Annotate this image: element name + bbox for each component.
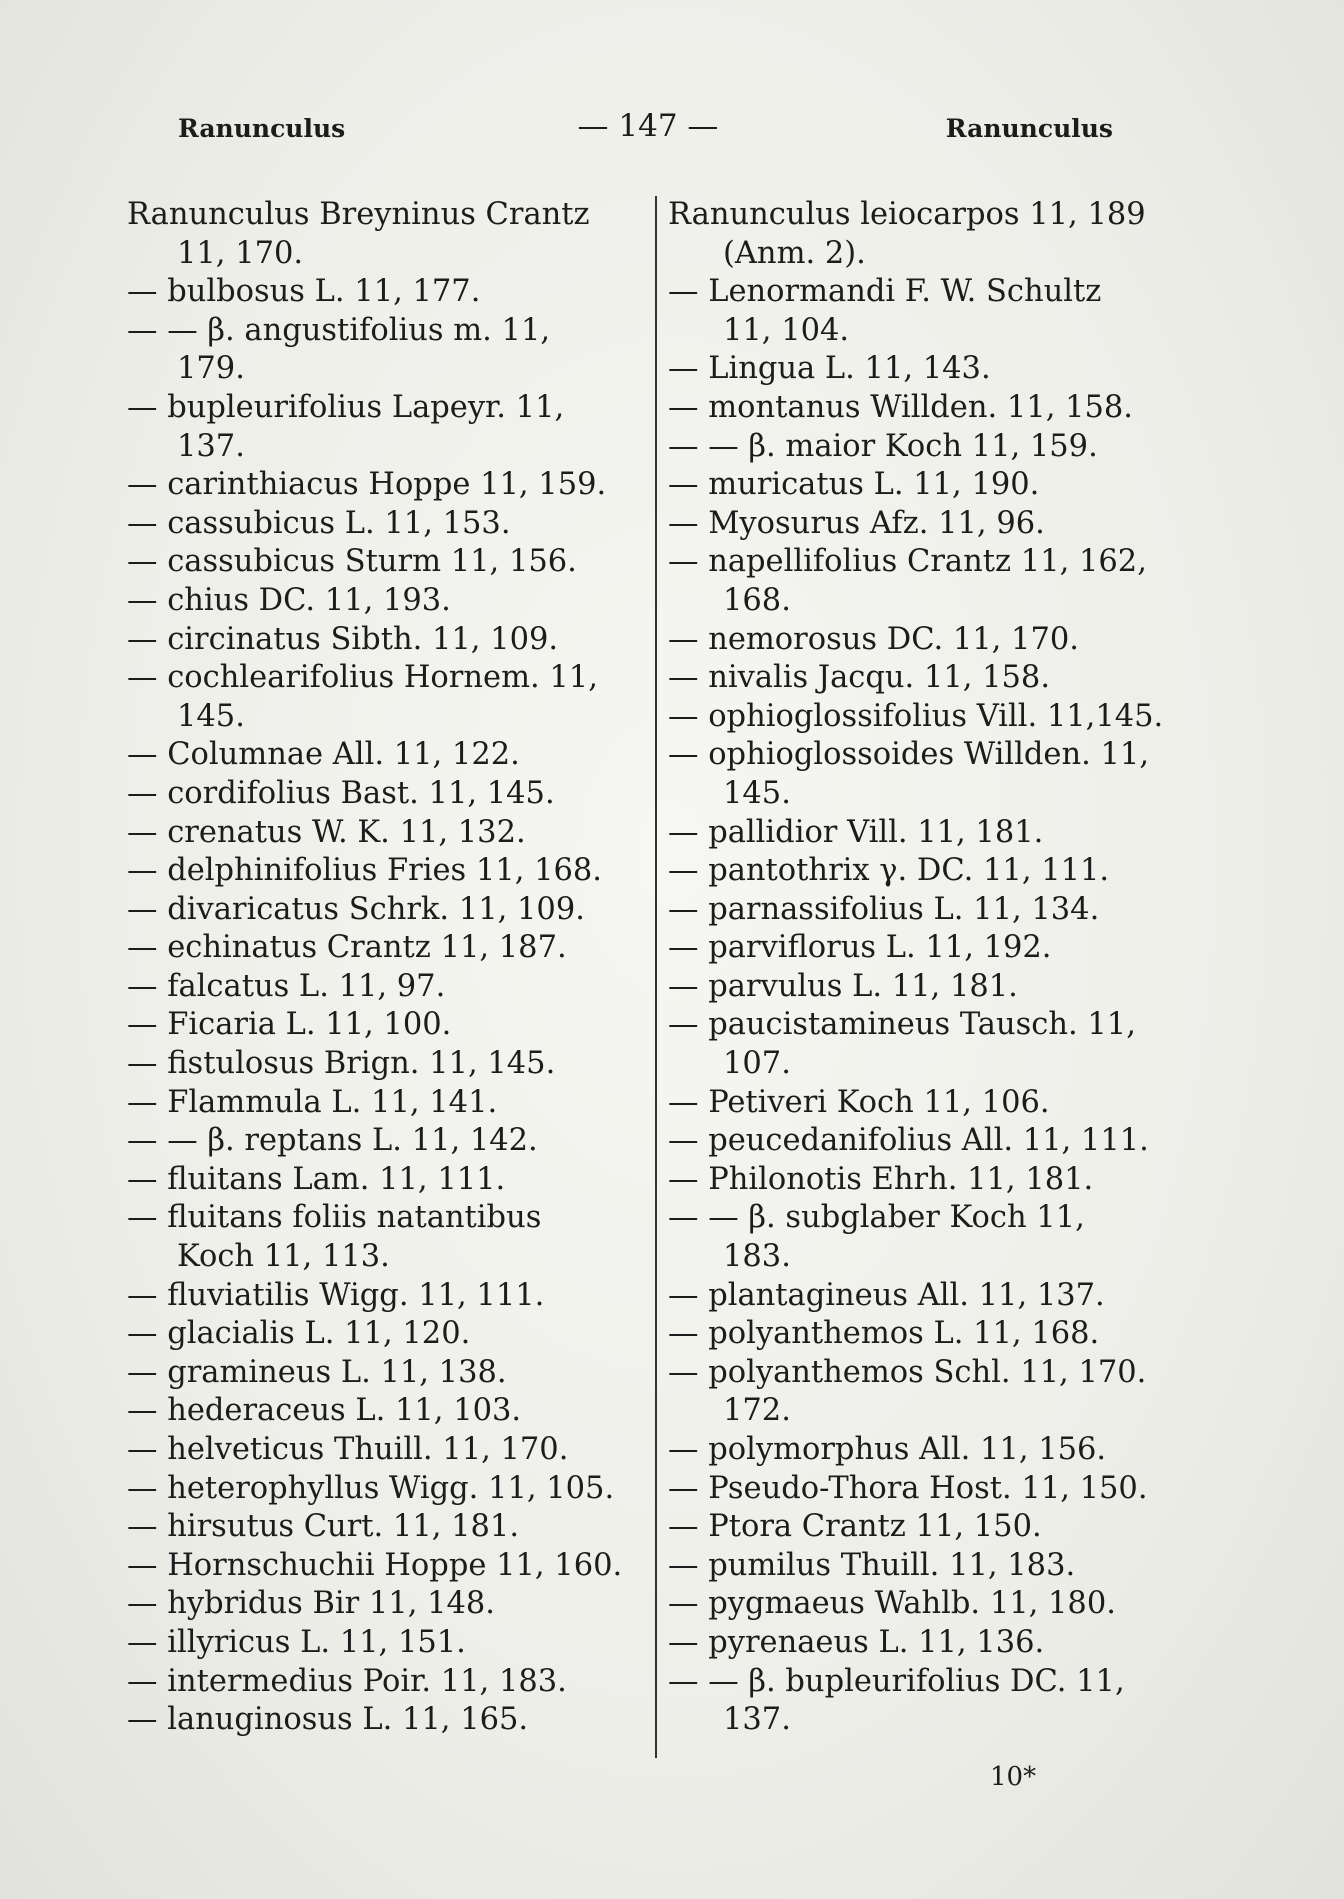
entry-line: — pygmaeus Wahlb. 11, 180. — [668, 1586, 1116, 1622]
index-entry — [127, 1470, 637, 1509]
entry-line: — cochlearifolius Hornem. 11, — [127, 660, 598, 696]
index-entry — [127, 775, 637, 814]
entry-line: — pumilus Thuill. 11, 183. — [668, 1547, 1076, 1583]
entry-line: — hirsutus Curt. 11, 181. — [127, 1509, 520, 1545]
entry-line: — — β. maior Koch 11, 159. — [668, 428, 1098, 464]
index-entry — [668, 1508, 1188, 1547]
index-entry — [127, 1045, 637, 1084]
entry-line: — Lenormandi F. W. Schultz — [668, 274, 1102, 310]
entry-line: — ophioglossifolius Vill. 11,145. — [668, 698, 1164, 734]
entry-line: — heterophyllus Wigg. 11, 105. — [127, 1470, 615, 1506]
index-entry — [668, 659, 1188, 698]
entry-line: — Philonotis Ehrh. 11, 181. — [668, 1161, 1094, 1197]
index-entry — [127, 389, 637, 466]
header-right-title: Ranunculus — [945, 114, 1113, 143]
index-entry — [668, 1663, 1188, 1740]
header-left-title: Ranunculus — [178, 114, 346, 143]
entry-line: — illyricus L. 11, 151. — [127, 1624, 466, 1660]
index-entry — [127, 1431, 637, 1470]
index-entry — [127, 543, 637, 582]
entry-line: — bupleurifolius Lapeyr. 11, — [127, 389, 565, 425]
entry-continuation: 145. — [723, 775, 791, 811]
index-entry — [127, 1199, 637, 1276]
index-entry — [127, 736, 637, 775]
index-entry — [127, 1663, 637, 1702]
index-entry — [127, 968, 637, 1007]
index-entry — [668, 621, 1188, 660]
entry-line: — polyanthemos Schl. 11, 170. — [668, 1354, 1147, 1390]
index-entry — [127, 1006, 637, 1045]
index-entry — [127, 1161, 637, 1200]
entry-line: — echinatus Crantz 11, 187. — [127, 930, 567, 966]
index-entry — [668, 1624, 1188, 1663]
entry-continuation: 11, 104. — [723, 312, 850, 348]
index-entry — [668, 891, 1188, 930]
entry-continuation: 172. — [723, 1393, 791, 1429]
entry-line: — circinatus Sibth. 11, 109. — [127, 621, 559, 657]
index-entry — [668, 736, 1188, 813]
index-entry — [668, 1161, 1188, 1200]
entry-line: — bulbosus L. 11, 177. — [127, 274, 481, 310]
index-entry — [127, 312, 637, 389]
entry-line: — — β. angustifolius m. 11, — [127, 312, 551, 348]
entry-line: — polyanthemos L. 11, 168. — [668, 1316, 1100, 1352]
entry-line: — fistulosus Brign. 11, 145. — [127, 1046, 556, 1082]
index-entry — [127, 852, 637, 891]
entry-line: — intermedius Poir. 11, 183. — [127, 1663, 567, 1699]
entry-line: — Lingua L. 11, 143. — [668, 351, 991, 387]
index-entry — [668, 1199, 1188, 1276]
entry-line: — muricatus L. 11, 190. — [668, 467, 1040, 503]
index-entry — [127, 466, 637, 505]
index-entry — [127, 273, 637, 312]
index-entry — [127, 1122, 637, 1161]
index-entry — [668, 814, 1188, 853]
index-entry — [668, 1547, 1188, 1586]
index-entry — [127, 1354, 637, 1393]
page-number: — 147 — — [577, 108, 719, 144]
entry-line: — fluitans Lam. 11, 111. — [127, 1161, 506, 1197]
entry-line: — parviflorus L. 11, 192. — [668, 930, 1052, 966]
entry-line: — pallidior Vill. 11, 181. — [668, 814, 1044, 850]
entry-line: — cassubicus L. 11, 153. — [127, 505, 511, 541]
entry-line: — hybridus Bir 11, 148. — [127, 1586, 495, 1622]
entry-line: — nivalis Jacqu. 11, 158. — [668, 660, 1051, 696]
entry-line: — ophioglossoides Willden. 11, — [668, 737, 1150, 773]
entry-line: — Pseudo-Thora Host. 11, 150. — [668, 1470, 1148, 1506]
index-entry — [127, 1508, 637, 1547]
entry-line: — hederaceus L. 11, 103. — [127, 1393, 522, 1429]
index-entry — [127, 1392, 637, 1431]
index-entry — [127, 1585, 637, 1624]
entry-line: — Hornschuchii Hoppe 11, 160. — [127, 1547, 623, 1583]
entry-line: — cordifolius Bast. 11, 145. — [127, 775, 555, 811]
entry-line: — glacialis L. 11, 120. — [127, 1316, 471, 1352]
index-entry — [668, 1470, 1188, 1509]
entry-continuation: 11, 170. — [177, 235, 304, 271]
index-entry — [668, 968, 1188, 1007]
index-entry — [668, 929, 1188, 968]
index-entry — [127, 1277, 637, 1316]
entry-line: — peucedanifolius All. 11, 111. — [668, 1123, 1149, 1159]
index-entry — [127, 814, 637, 853]
entry-continuation: 168. — [723, 582, 791, 618]
index-entry — [668, 1122, 1188, 1161]
index-entry — [668, 466, 1188, 505]
entry-continuation: 137. — [723, 1702, 791, 1738]
entry-line: — Myosurus Afz. 11, 96. — [668, 505, 1045, 541]
entry-line: — falcatus L. 11, 97. — [127, 968, 446, 1004]
entry-line: — napellifolius Crantz 11, 162, — [668, 544, 1147, 580]
entry-line: — — β. subglaber Koch 11, — [668, 1200, 1085, 1236]
entry-line: — plantagineus All. 11, 137. — [668, 1277, 1105, 1313]
entry-line: — cassubicus Sturm 11, 156. — [127, 544, 577, 580]
entry-line: — crenatus W. K. 11, 132. — [127, 814, 526, 850]
index-entry — [668, 273, 1188, 350]
index-entry — [127, 1701, 637, 1740]
index-entry — [668, 852, 1188, 891]
index-entry — [668, 1431, 1188, 1470]
index-entry — [668, 1315, 1188, 1354]
index-entry — [668, 1277, 1188, 1316]
entry-line: — parnassifolius L. 11, 134. — [668, 891, 1100, 927]
entry-continuation: 183. — [723, 1239, 791, 1275]
index-entry — [127, 621, 637, 660]
entry-line: — montanus Willden. 11, 158. — [668, 389, 1133, 425]
entry-line: — Flammula L. 11, 141. — [127, 1084, 498, 1120]
index-entry — [127, 1084, 637, 1123]
entry-continuation: 145. — [177, 698, 245, 734]
entry-line: — Petiveri Koch 11, 106. — [668, 1084, 1050, 1120]
entry-line: — — β. reptans L. 11, 142. — [127, 1123, 538, 1159]
index-entry — [668, 196, 1188, 273]
entry-line: — Ptora Crantz 11, 150. — [668, 1509, 1042, 1545]
entry-line: — pantothrix γ. DC. 11, 111. — [668, 853, 1110, 889]
index-entry — [668, 1585, 1188, 1624]
entry-line: — paucistamineus Tausch. 11, — [668, 1007, 1136, 1043]
entry-continuation: 107. — [723, 1046, 791, 1082]
index-entry — [668, 1006, 1188, 1083]
signature-mark: 10* — [990, 1762, 1037, 1792]
entry-line: — carinthiacus Hoppe 11, 159. — [127, 467, 607, 503]
index-entry — [668, 505, 1188, 544]
entry-line: — fluitans foliis natantibus — [127, 1200, 542, 1236]
index-entry — [127, 1624, 637, 1663]
entry-line: — fluviatilis Wigg. 11, 111. — [127, 1277, 545, 1313]
column-divider — [655, 196, 657, 1758]
index-entry — [127, 196, 637, 273]
index-entry — [668, 543, 1188, 620]
entry-line: — gramineus L. 11, 138. — [127, 1354, 507, 1390]
index-entry — [127, 1315, 637, 1354]
index-entry — [668, 428, 1188, 467]
entry-continuation: 137. — [177, 428, 245, 464]
entry-line: — Ficaria L. 11, 100. — [127, 1007, 452, 1043]
entry-line: — lanuginosus L. 11, 165. — [127, 1702, 529, 1738]
index-entry — [127, 891, 637, 930]
index-entry — [668, 350, 1188, 389]
index-entry — [668, 698, 1188, 737]
entry-line: Ranunculus Breyninus Crantz — [127, 197, 590, 232]
entry-line: — divaricatus Schrk. 11, 109. — [127, 891, 585, 927]
index-entry — [668, 1084, 1188, 1123]
entry-line: — — β. bupleurifolius DC. 11, — [668, 1663, 1125, 1699]
entry-line: — Columnae All. 11, 122. — [127, 737, 520, 773]
index-entry — [127, 1547, 637, 1586]
index-entry — [127, 659, 637, 736]
index-entry — [668, 389, 1188, 428]
index-column-right — [668, 196, 1188, 1740]
index-column-left — [127, 196, 637, 1740]
entry-line: — pyrenaeus L. 11, 136. — [668, 1624, 1045, 1660]
entry-line: — delphinifolius Fries 11, 168. — [127, 853, 602, 889]
index-entry — [668, 1354, 1188, 1431]
entry-continuation: (Anm. 2). — [723, 235, 866, 271]
entry-line: — parvulus L. 11, 181. — [668, 968, 1018, 1004]
index-entry — [127, 505, 637, 544]
index-entry — [127, 582, 637, 621]
entry-line: — nemorosus DC. 11, 170. — [668, 621, 1079, 657]
running-header — [178, 108, 1113, 148]
entry-line: — polymorphus All. 11, 156. — [668, 1432, 1107, 1467]
entry-continuation: 179. — [177, 351, 245, 387]
entry-line: — chius DC. 11, 193. — [127, 582, 451, 618]
index-entry — [127, 929, 637, 968]
entry-line: Ranunculus leiocarpos 11, 189 — [668, 197, 1146, 232]
entry-continuation: Koch 11, 113. — [177, 1239, 390, 1275]
entry-line: — helveticus Thuill. 11, 170. — [127, 1432, 569, 1467]
